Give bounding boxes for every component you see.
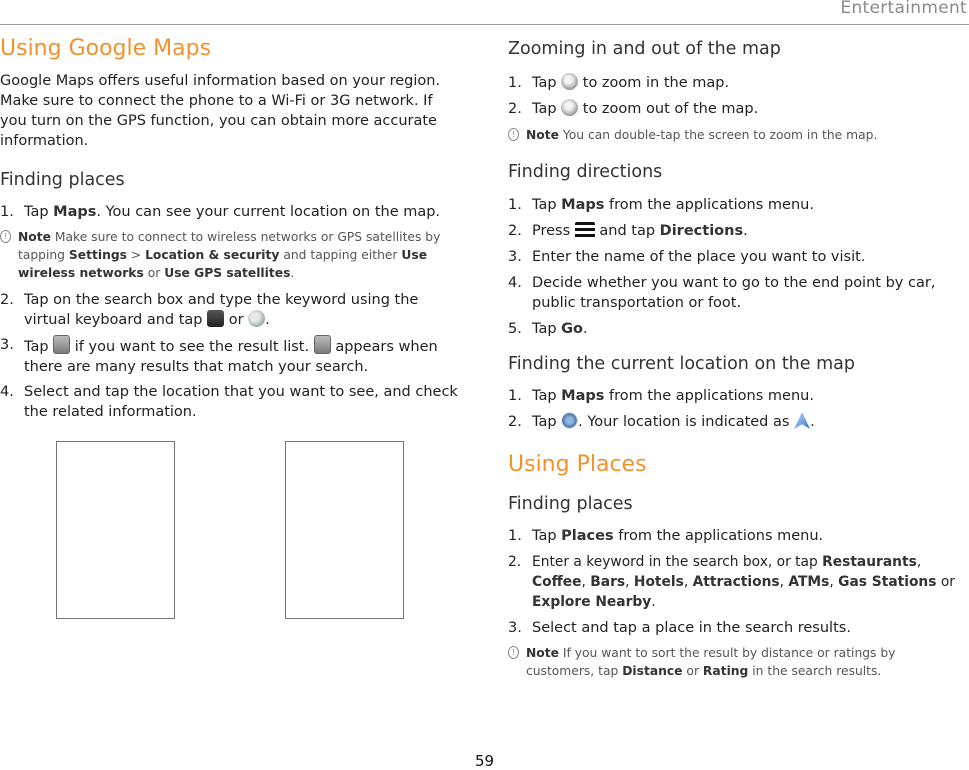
note-text: If you want to sort the result by distance or ratings by customers, tap bbox=[526, 646, 896, 678]
use-gps-term: Use GPS satellites bbox=[164, 266, 291, 280]
step-text: Tap bbox=[24, 339, 54, 355]
step-text: to zoom out of the map. bbox=[578, 101, 759, 117]
step-text: if you want to see the result list. bbox=[70, 339, 314, 355]
step-text: . You can see your current location on the map. bbox=[96, 204, 441, 220]
step-text: Select and tap the location that you want to see, and check the related information. bbox=[24, 384, 458, 420]
note-label: Note bbox=[18, 230, 51, 244]
left-note bbox=[0, 228, 458, 282]
step-number: 4. bbox=[0, 384, 14, 400]
zoom-step-2 bbox=[508, 99, 966, 119]
maps-term: Maps bbox=[561, 197, 605, 213]
step-text: Press bbox=[532, 223, 575, 239]
note-label: Note bbox=[526, 646, 559, 660]
step-text: Tap bbox=[532, 321, 562, 337]
screenshot-placeholder-search bbox=[56, 441, 175, 619]
step-text: Tap bbox=[24, 204, 54, 220]
step-number: 2. bbox=[0, 292, 14, 308]
note-text: Make sure to connect to wireless networks or GPS satellites by tapping bbox=[18, 230, 441, 262]
current-step-2 bbox=[508, 412, 966, 432]
step-text: . bbox=[583, 321, 588, 337]
zoom-note bbox=[508, 126, 966, 144]
step-text: , bbox=[916, 554, 922, 570]
zoom-out-icon bbox=[561, 99, 578, 116]
step-text: . bbox=[810, 414, 815, 430]
step-text: Tap bbox=[532, 414, 562, 430]
directions-term: Directions bbox=[659, 223, 744, 239]
using-places-title: Using Places bbox=[508, 452, 647, 477]
section-label: Entertainment bbox=[840, 0, 967, 18]
finding-directions-heading: Finding directions bbox=[508, 162, 663, 182]
gas-stations-term: Gas Stations bbox=[838, 574, 937, 590]
voice-search-icon bbox=[207, 310, 224, 327]
note-text: or bbox=[682, 664, 703, 678]
note-text: or bbox=[143, 266, 165, 280]
step-number: 4. bbox=[508, 275, 522, 291]
left-step-4 bbox=[0, 382, 458, 422]
step-number: 1. bbox=[508, 528, 522, 544]
directions-step-1 bbox=[508, 195, 966, 215]
rating-term: Rating bbox=[702, 664, 749, 678]
step-text: Enter a keyword in the search box, or tap bbox=[532, 554, 823, 570]
location-arrow-icon bbox=[794, 412, 810, 429]
right-column bbox=[508, 34, 966, 680]
step-number: 1. bbox=[508, 388, 522, 404]
note-icon: ! bbox=[508, 128, 519, 141]
step-text: from the applications menu. bbox=[604, 197, 814, 213]
note-text: You can double-tap the screen to zoom in the map. bbox=[558, 128, 878, 142]
step-number: 2. bbox=[508, 223, 522, 239]
step-text: , bbox=[829, 574, 839, 590]
using-google-maps-title: Using Google Maps bbox=[0, 36, 212, 61]
zoom-in-icon bbox=[561, 73, 578, 90]
places-finding-heading: Finding places bbox=[508, 494, 633, 514]
left-step-3 bbox=[0, 335, 458, 377]
note-icon: ! bbox=[508, 646, 519, 659]
step-number: 1. bbox=[508, 197, 522, 213]
step-text: appears when there are many results that match your search. bbox=[24, 339, 438, 375]
menu-key-icon bbox=[575, 222, 595, 238]
step-text: Tap bbox=[532, 528, 562, 544]
places-step-3 bbox=[508, 618, 966, 638]
step-text: . bbox=[265, 312, 270, 328]
my-location-icon bbox=[561, 412, 578, 429]
location-security-term: Location & security bbox=[145, 248, 280, 262]
step-text: from the applications menu. bbox=[613, 528, 824, 544]
coffee-term: Coffee bbox=[532, 574, 582, 590]
finding-places-heading: Finding places bbox=[0, 170, 125, 190]
current-location-heading: Finding the current location on the map bbox=[508, 354, 855, 374]
maps-intro: Google Maps offers useful information based on your region. Make sure to connect the phone to a Wi-Fi or 3G network. If you turn on the GPS function, you can obtain more accurate information. bbox=[0, 73, 441, 149]
note-icon: ! bbox=[0, 230, 11, 243]
step-text: Tap bbox=[532, 197, 562, 213]
step-text: Tap on the search box and type the keyword using the virtual keyboard and tap bbox=[24, 292, 419, 328]
directions-step-5 bbox=[508, 319, 966, 339]
attractions-term: Attractions bbox=[692, 574, 780, 590]
places-term: Places bbox=[561, 528, 614, 544]
step-text: , bbox=[581, 574, 591, 590]
step-text: Decide whether you want to go to the end point by car, public transportation or foot. bbox=[532, 275, 936, 311]
step-text: from the applications menu. bbox=[604, 388, 814, 404]
step-text: Enter the name of the place you want to visit. bbox=[532, 249, 866, 265]
screenshot-placeholder-results bbox=[285, 441, 404, 619]
bars-term: Bars bbox=[590, 574, 626, 590]
zoom-step-1 bbox=[508, 73, 966, 93]
step-number: 1. bbox=[508, 75, 522, 91]
step-text: , bbox=[779, 574, 789, 590]
places-step-1 bbox=[508, 526, 966, 546]
step-number: 3. bbox=[508, 620, 522, 636]
step-text: and tap bbox=[594, 223, 660, 239]
step-number: 2. bbox=[508, 101, 522, 117]
note-text: . bbox=[290, 266, 295, 280]
step-text: . bbox=[651, 594, 656, 610]
step-text: Select and tap a place in the search results. bbox=[532, 620, 851, 636]
use-wireless-term: Use wireless networks bbox=[18, 248, 428, 280]
restaurants-term: Restaurants bbox=[822, 554, 917, 570]
step-text: , bbox=[625, 574, 634, 590]
left-column bbox=[0, 34, 458, 422]
distance-term: Distance bbox=[622, 664, 683, 678]
maps-term: Maps bbox=[53, 204, 97, 220]
result-list-icon bbox=[53, 335, 70, 354]
atms-term: ATMs bbox=[788, 574, 830, 590]
directions-step-3 bbox=[508, 247, 966, 267]
search-icon bbox=[248, 310, 265, 327]
settings-term: Settings bbox=[68, 248, 127, 262]
maps-term: Maps bbox=[561, 388, 605, 404]
places-note bbox=[508, 644, 926, 680]
note-label: Note bbox=[526, 128, 559, 142]
step-number: 1. bbox=[0, 204, 14, 220]
step-text: , bbox=[683, 574, 693, 590]
note-text: > bbox=[126, 248, 146, 262]
page-number: 59 bbox=[474, 752, 495, 770]
step-text: . Your location is indicated as bbox=[578, 414, 795, 430]
step-text: . bbox=[743, 223, 748, 239]
step-text: or bbox=[224, 312, 249, 328]
hotels-term: Hotels bbox=[633, 574, 684, 590]
directions-step-2 bbox=[508, 221, 966, 241]
step-text: Tap bbox=[532, 388, 562, 404]
result-list-icon bbox=[314, 335, 331, 354]
step-number: 3. bbox=[508, 249, 522, 265]
step-number: 5. bbox=[508, 321, 522, 337]
left-step-2 bbox=[0, 290, 458, 330]
directions-step-4 bbox=[508, 273, 966, 313]
explore-nearby-term: Explore Nearby bbox=[532, 594, 652, 610]
note-text: and tapping either bbox=[279, 248, 402, 262]
current-step-1 bbox=[508, 386, 966, 406]
step-text: or bbox=[936, 574, 955, 590]
zooming-heading: Zooming in and out of the map bbox=[508, 39, 781, 59]
step-text: to zoom in the map. bbox=[578, 75, 730, 91]
step-number: 3. bbox=[0, 337, 14, 353]
step-number: 2. bbox=[508, 554, 522, 570]
go-term: Go bbox=[561, 321, 584, 337]
step-text: Tap bbox=[532, 75, 562, 91]
left-step-1 bbox=[0, 202, 458, 222]
header-divider bbox=[0, 24, 969, 25]
step-text: Tap bbox=[532, 101, 562, 117]
places-step-2 bbox=[508, 552, 966, 612]
note-text: in the search results. bbox=[748, 664, 882, 678]
step-number: 2. bbox=[508, 414, 522, 430]
